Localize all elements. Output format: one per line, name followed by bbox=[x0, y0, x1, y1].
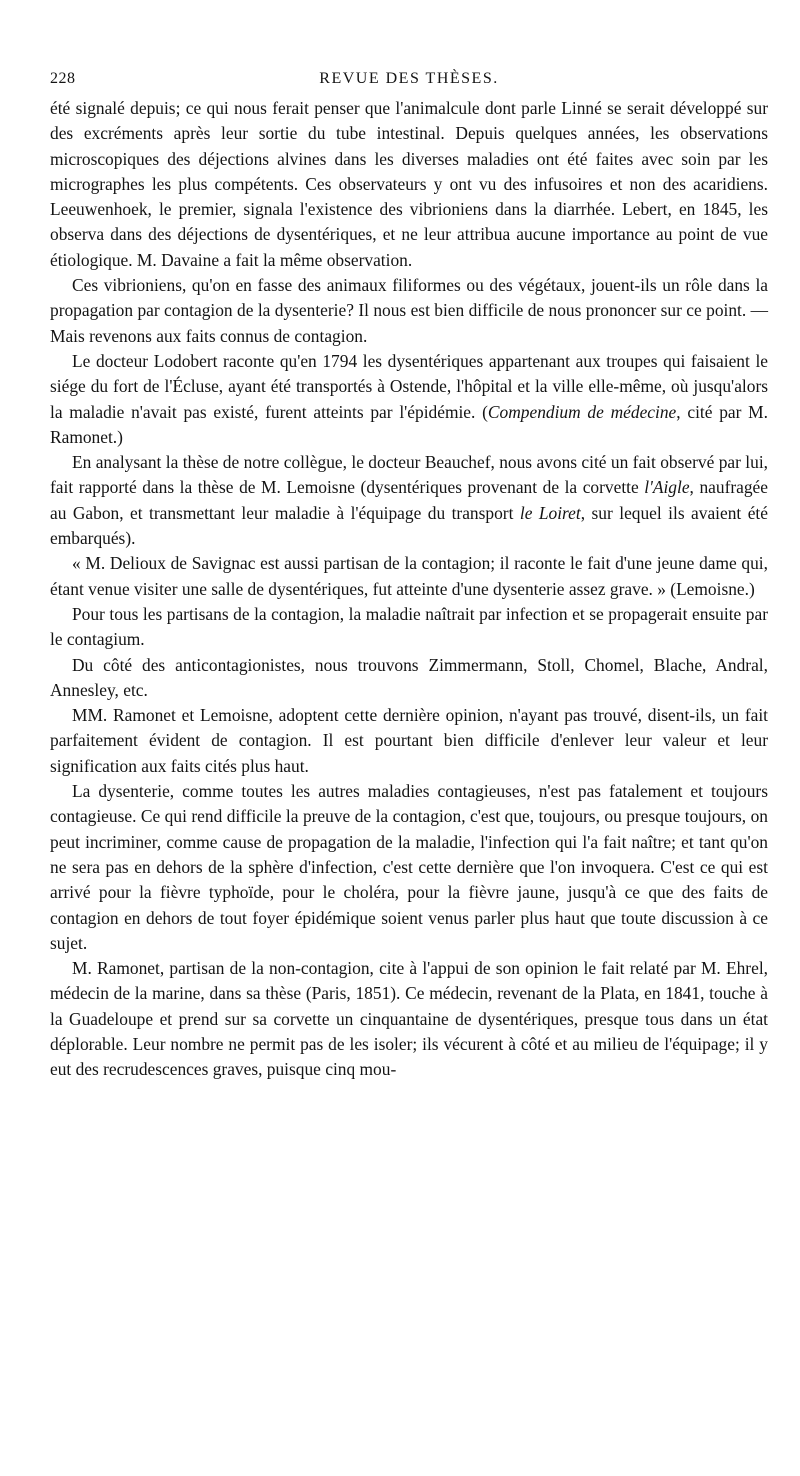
text-run: Le docteur Lodobert raconte qu'en 1794 les dysentériques appartenant aux troupes qui faisaient le siége du fort de l'Écluse, ayant été transportés à Ostende, l'hôpital et la ville elle-même, où jusqu'alors la maladie n'avait pas existé, furent atteints par l'épidémie. ( bbox=[50, 350, 768, 422]
italic-citation: l'Aigle bbox=[644, 477, 690, 498]
text-run: , sur lequel ils avaient été embarqués). bbox=[50, 502, 768, 549]
paragraph-p6 bbox=[50, 602, 768, 653]
running-header bbox=[50, 66, 768, 96]
text-run: , cité par M. Ramonet.) bbox=[50, 401, 768, 447]
paragraph-p9 bbox=[50, 779, 768, 956]
page-number: 228 bbox=[50, 70, 76, 87]
text-run: M. Ramonet, partisan de la non-contagion, cite à l'appui de son opinion le fait relaté par M. Ehrel, médecin de la marine, dans sa thèse (Paris, 1851). Ce médecin, revenant de la Plata, en 1841, touche à la Guadeloupe et prend sur sa corvette un cinquantaine de dysentériques, presque tous dans un état déplorable. Leur nombre ne permit pas de les isoler; ils vécurent à côté et au milieu de l'équipage; il y eut des recrudescences graves, puisque cinq mou- bbox=[50, 958, 768, 1080]
text-run: Ces vibrioniens, qu'on en fasse des animaux filiformes ou des végétaux, jouent-ils un rôle dans la propagation par contagion de la dysenterie? Il nous est bien difficile de nous prononcer sur ce point. — Mais revenons aux faits connus de contagion. bbox=[50, 275, 768, 346]
text-run: Du côté des anticontagionistes, nous trouvons Zimmermann, Stoll, Chomel, Blache, Andral, Annesley, etc. bbox=[50, 654, 768, 700]
italic-citation: Compendium de médecine bbox=[487, 401, 677, 422]
paragraph-p2 bbox=[50, 273, 768, 349]
page bbox=[50, 66, 768, 1083]
paragraph-p5 bbox=[50, 551, 768, 602]
paragraph-p10 bbox=[50, 956, 768, 1082]
italic-citation: le Loiret bbox=[519, 502, 581, 523]
text-run: En analysant la thèse de notre collègue, le docteur Beauchef, nous avons cité un fait observé par lui, fait rapporté dans la thèse de M. Lemoisne (dysentériques provenant de la corvette bbox=[50, 452, 768, 498]
running-title: REVUE DES THÈSES. bbox=[319, 70, 499, 87]
paragraph-p7 bbox=[50, 653, 768, 704]
text-run: « M. Delioux de Savignac est aussi partisan de la contagion; il raconte le fait d'une jeune dame qui, étant venue visiter une salle de dysentériques, fut atteinte d'une dysenterie assez grave. » (Lemoisne.) bbox=[50, 553, 768, 599]
text-run: Pour tous les partisans de la contagion, la maladie naîtrait par infection et se propagerait ensuite par le contagium. bbox=[50, 603, 768, 650]
text-run: La dysenterie, comme toutes les autres maladies contagieuses, n'est pas fatalement et toujours contagieuse. Ce qui rend difficile la preuve de la contagion, c'est que, toujours, ou presque toujours, on peut incriminer, comme cause de propagation de la maladie, l'infection qui l'a fait naître; et tant qu'on ne sera pas en dehors de la sphère d'infection, c'est cette dernière que l'on invoquera. C'est ce qui est arrivé pour la fièvre typhoïde, pour le choléra, pour la fièvre jaune, jusqu'à ce que des faits de contagion en dehors de tout foyer épidémique soient venus parler plus haut que toute discussion à ce sujet. bbox=[50, 781, 768, 953]
text-run: MM. Ramonet et Lemoisne, adoptent cette dernière opinion, n'ayant pas trouvé, disent-ils, un fait parfaitement évident de contagion. Il est pourtant bien difficile d'enlever leur valeur et leur signification aux faits cités plus haut. bbox=[50, 705, 768, 776]
paragraph-p4 bbox=[50, 450, 768, 551]
paragraph-p1 bbox=[50, 96, 768, 273]
text-run: été signalé depuis; ce qui nous ferait penser que l'animalcule dont parle Linné se serait développé sur des excréments après leur sortie du tube intestinal. Depuis quelques années, les observations microscopiques des déjections alvines dans les diverses maladies ont été faites avec soin par les micrographes les plus compétents. Ces observateurs y ont vu des infusoires et non des acaridiens. Leeuwenhoek, le premier, signala l'existence des vibrioniens dans la diarrhée. Lebert, en 1845, les observa dans des déjections de dysentériques, et ne leur attribua aucune importance au point de vue étiologique. M. Davaine a fait la même observation. bbox=[50, 98, 768, 270]
text-run: , naufragée au Gabon, et transmettant leur maladie à l'équipage du transport bbox=[50, 477, 768, 523]
paragraph-p3 bbox=[50, 349, 768, 450]
body-text bbox=[50, 96, 768, 1083]
paragraph-p8 bbox=[50, 703, 768, 779]
